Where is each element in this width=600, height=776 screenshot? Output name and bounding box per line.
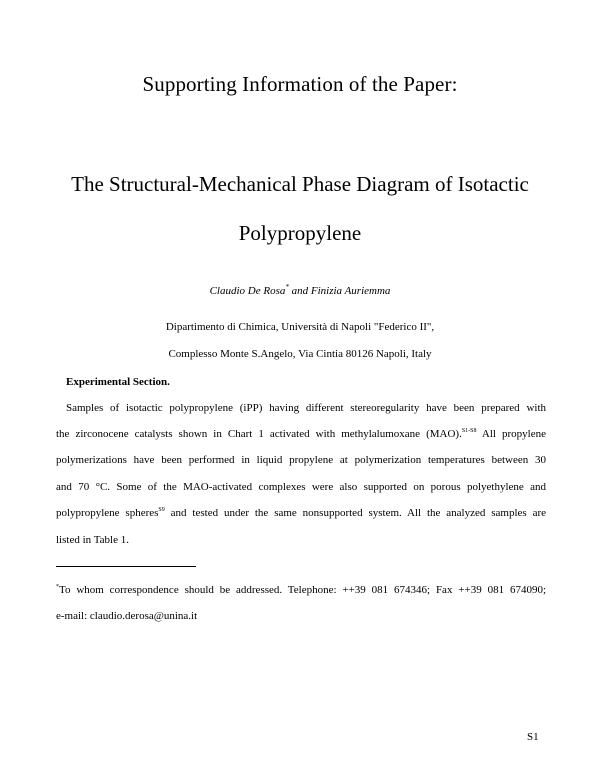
paragraph-line: polymerizations have been performed in liquid propylene at polymerization temperatures between 30 xyxy=(56,454,546,466)
paragraph-line xyxy=(56,428,546,440)
paragraph-text: and tested under the same nonsupported system. All the analyzed samples are xyxy=(164,507,547,519)
section-heading: Experimental Section. xyxy=(66,376,170,388)
paragraph-line xyxy=(56,507,546,519)
paragraph-text: polypropylene spheres xyxy=(56,507,159,519)
paragraph-line: and 70 °C. Some of the MAO-activated complexes were also supported on porous polyethylene and xyxy=(56,481,546,493)
paragraph-line: Samples of isotactic polypropylene (iPP) having different stereoregularity have been prepared with xyxy=(66,402,546,414)
footnote-line xyxy=(56,584,546,596)
paragraph-line: listed in Table 1. xyxy=(56,534,129,546)
paragraph-text: All propylene xyxy=(476,428,547,440)
paper-title-line-2: Polypropylene xyxy=(238,221,362,245)
reference-superscript: S1-S8 xyxy=(461,428,477,434)
footnote-rule xyxy=(56,566,196,567)
paragraph-text: the zirconocene catalysts shown in Chart 1 activated with methylalumoxane (MAO). xyxy=(56,428,462,440)
page-number: S1 xyxy=(527,731,539,743)
footnote-text: To whom correspondence should be addressed. Telephone: ++39 081 674346; Fax ++39 081 674090; xyxy=(59,584,546,596)
affiliation-line-1: Dipartimento di Chimica, Università di Napoli "Federico II", xyxy=(165,321,435,333)
author-list xyxy=(0,285,600,297)
author-name: Claudio De Rosa xyxy=(209,285,286,297)
affiliation-line-2: Complesso Monte S.Angelo, Via Cintia 80126 Napoli, Italy xyxy=(168,348,432,360)
author-name: and Finizia Auriemma xyxy=(288,285,391,297)
footnote-email: e-mail: claudio.derosa@unina.it xyxy=(56,610,198,622)
corresponding-author-mark: * xyxy=(285,283,289,291)
paper-title-line-1: The Structural-Mechanical Phase Diagram of Isotactic xyxy=(71,172,529,196)
reference-superscript: S9 xyxy=(158,507,165,513)
footnote-mark: * xyxy=(56,584,59,590)
supporting-info-heading: Supporting Information of the Paper: xyxy=(142,72,458,96)
